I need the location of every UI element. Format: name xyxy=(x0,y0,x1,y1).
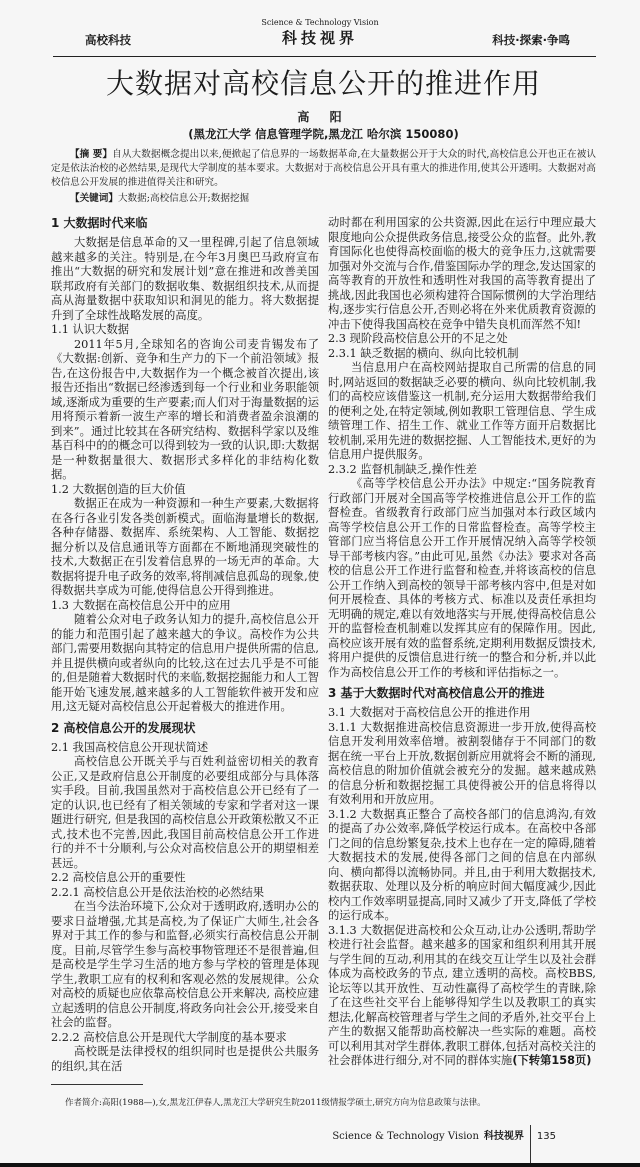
article-title: 大数据对高校信息公开的推进作用 xyxy=(105,67,541,100)
subsection-heading: 2.3 现阶段高校信息公开的不足之处 xyxy=(328,332,508,345)
paragraph: 3.1.2 大数据真正整合了高校各部门的信息鸿沟,有效的提高了办公效率,降低学校运行成本。在高校中各部门之间的信息纷繁复杂,技术上也存在一定的障碍,随着大数据技术的发展,使得各部门之间的信息在内部纵向、横向都得以流畅协同。并且,由于利用大数据技术,数据获取、处理以及分析的响应时间大幅度减少,因此校内工作效率明显提高,同时又减少了开支,降低了学校的运行成本。 xyxy=(328,807,596,922)
paragraph: 动时都在利用国家的公共资源,因此在运行中理应最大限度地向公众提供政务信息,接受公众的监督。此外,教育国际化也使得高校面临的极大的竞争压力,这就需要加强对外交流与合作,借鉴国际办学的理念,发达国家的高等教育的开放性和透明性对我国的高等教育提出了挑战,因此我国也必须构建符合国际惯例的大学治理结构,逐步实行信息公开,否则必将在外来优质教育资源的冲击下使得我国高校在竞争中错失良机而浑然不知! xyxy=(328,216,596,331)
section-heading: 3 基于大数据时代对高校信息公开的推进 xyxy=(328,686,545,700)
body-columns xyxy=(51,216,596,1074)
abstract-label: 【摘 要】 xyxy=(70,149,113,160)
header-rule xyxy=(53,56,596,57)
footer-journal xyxy=(332,1125,524,1163)
paragraph: 《高等学校信息公开办法》中规定:“国务院教育行政部门开展对全国高等学校推进信息公开工作的监督检查。省级教育行政部门应当加强对本行政区域内高等学校信息公开工作的日常监督检查。高等学校主管部门应当将信息公开工作开展情况纳入高等学校领导干部考核内容。”由此可见,虽然《办法》要求对各高校的信息公开工作进行监督和检查,并将该高校的信息公开工作纳入到高校的领导干部考核内容中,但是对如何开展检查、具体的考核方式、标准以及责任承担均无明确的规定,难以有效地落实与开展,使得高校信息公开的监督检查机制难以发挥其应有的保障作用。因此,高校应该开展有效的监督系统,定期利用数据反馈技术,将用户提供的反馈信息进行统一的整合和分析,并以此作为高校信息公开工作的考核和评估指标之一。 xyxy=(328,477,596,679)
paragraph xyxy=(328,924,596,1069)
subsection-heading: 1.2 大数据创造的巨大价值 xyxy=(51,482,186,496)
paragraph: 当信息用户在高校网站提取自己所需的信息的同时,网站返回的数据缺乏必要的横向、纵向比较机制,我们的高校应该借鉴这一机制,充分运用大数据带给我们的便利之处,在特定领域,例如教职工管理信息、学生成绩管理工作、招生工作、就业工作等方面开启数据比较机制,采用先进的数据挖掘、人工智能技术,更好的为信息用户提供服务。 xyxy=(328,361,596,461)
page-number: 135 xyxy=(536,1131,556,1142)
masthead xyxy=(0,0,640,60)
affiliation: (黑龙江大学 信息管理学院,黑龙江 哈尔滨 150080) xyxy=(188,127,459,141)
subsection-heading: 2.2 高校信息公开的重要性 xyxy=(51,871,186,884)
subsection-heading: 2.2.1 高校信息公开是依法治校的必然结果 xyxy=(51,885,265,899)
keywords-text: 大数据;高校信息公开;数据挖掘 xyxy=(117,193,250,204)
subsection-heading: 2.1 我国高校信息公开现状简述 xyxy=(51,740,209,754)
keywords xyxy=(51,192,596,206)
header-journal-en: Science & Technology Vision xyxy=(261,18,379,27)
footer xyxy=(51,1125,596,1163)
section-heading: 2 高校信息公开的发展现状 xyxy=(51,720,196,735)
left-column xyxy=(51,216,319,1074)
footer-journal-cn: 科技视界 xyxy=(483,1131,524,1142)
subsection-heading: 2.2.2 高校信息公开是现代大学制度的基本要求 xyxy=(51,1030,287,1044)
continued-link: (下转第158页) xyxy=(512,1054,592,1067)
header-left: 高校科技 xyxy=(85,33,131,47)
paragraph: 高校信息公开既关乎与百姓利益密切相关的教育公正,又是政府信息公开制度的必要组成部分与具体落实手段。目前,我国虽然对于高校信息公开已经有了一定的认识,也已经有了相关领域的专家和学者对这一课题进行研究, 但是我国的高校信息公开政策松散又不正式,技术也不完善,因此,我国目前高校信息公开工作进行的并不十分顺利,与公众对高校信息公开的期望相差甚远。 xyxy=(51,755,319,870)
subsection-heading: 3.1 大数据对于高校信息公开的推进作用 xyxy=(328,706,531,719)
paragraph: 数据正在成为一种资源和一种生产要素,大数据将在各行各业引发各类创新模式。面临海量增长的数据,各种存储器、数据库、系统架构、人工智能、数据挖掘分析以及信息通讯等方面都在不断地涌现突破性的技术,大数据正在引发着信息界的一场无声的革命。大数据将提升电子政务的效率,将削减信息孤岛的现象,使得数据共享成为可能,使得信息公开得到推进。 xyxy=(51,497,319,597)
header-right: 科技·探索·争鸣 xyxy=(492,33,570,47)
section-heading: 1 大数据时代来临 xyxy=(51,216,148,230)
scan-edge xyxy=(0,1163,640,1167)
abstract-text: 自从大数据概念提出以来,便掀起了信息界的一场数据革命,在大量数据公开于大众的时代,高校信息公开也正在被认定是依法治校的必然结果,是现代大学制度的基本要求。大数据对于高校信息公开具有重大的推进作用,使其公开透明。大数据对高校信息公开发展的推进值得关注和研究。 xyxy=(51,149,596,188)
author-bio: 作者简介:高阳(1988—),女,黑龙江伊春人,黑龙江大学研究生院2011级情报学硕士,研究方向为信息政策与法律。 xyxy=(65,1098,486,1108)
paragraph: 在当今法治环境下,公众对于透明政府,透明办公的要求日益增强,尤其是高校,为了保证广大师生,社会各界对于其工作的参与和监督,必须实行高校信息公开制度。目前,尽管学生参与高校事物管理还不是很普遍,但是高校是学生学习生活的地方参与学校的管理是体现学生,教职工应有的权利和客观必然的发展规律。公众对高校的质疑也应依靠高校信息公开来解决, 高校应建立起透明的信息公开制度,将政务向社会公开,接受来自社会的监督。 xyxy=(51,900,319,1029)
footer-journal-en: Science & Technology Vision xyxy=(332,1131,479,1142)
footnote-rule xyxy=(51,1084,143,1085)
paragraph: 3.1.1 大数据推进高校信息资源进一步开放,使得高校信息开发利用效率倍增。被割裂储存于不同部门的数据在统一平台上开放,数据创新应用就将会不断的涌现,高校信息的附加价值就会被充分的发掘。越来越成熟的信息分析和数据挖掘工具使得被公开的信息将得以有效利用和开放应用。 xyxy=(328,720,596,806)
article xyxy=(0,60,640,1163)
subsection-heading: 2.3.1 缺乏数据的横向、纵向比较机制 xyxy=(328,346,519,360)
subsection-heading: 1.3 大数据在高校信息公开中的应用 xyxy=(51,598,231,612)
paragraph: 随着公众对电子政务认知力的提升,高校信息公开的能力和范围引起了越来越大的争议。高校作为公共部门,需要用数据向其特定的信息用户提供所需的信息,并且提供横向或者纵向的比较,这在过去几乎是不可能的,但是随着大数据时代的来临,数据挖掘能力和人工智能开始飞速发展,越来越多的人工智能软件被开发和应用,这无疑对高校信息公开起着极大的推进作用。 xyxy=(51,613,319,713)
header-journal: 科技视界 xyxy=(281,29,358,47)
paragraph-text: 3.1.3 大数据促进高校和公众互动,让办公透明,帮助学校进行社会监督。越来越多的国家和组织利用其开展与学生间的互动,利用其的在线交互让学生以及社会群体成为高校政务的节点, 建立透明的高校。高校BBS,论坛等以其开放性、互动性赢得了高校学生的青睐,除了在这些社交平台上能够得知学生以及教职工的真实想法,化解高校管理者与学生之间的矛盾外,社交平台上产生的数据又能帮助高校解决一些实际的难题。高校可以利用其对学生群体,教职工群体,包括对高校关注的社会群体进行细分,对不同的群体实施 xyxy=(328,923,596,1067)
subsection-heading: 2.3.2 监督机制缺乏,操作性差 xyxy=(328,462,477,476)
paragraph: 2011年5月,全球知名的咨询公司麦肯锡发布了《大数据:创新、竞争和生产力的下一个前沿领域》报告,在这份报告中,大数据作为一个概念被首次提出,该报告还指出“数据已经渗透到每一个行业和业务职能领域,逐渐成为重要的生产要素;而人们对于海量数据的运用将预示着新一波生产率的增长和消费者盈余浪潮的到来”。通过比较其在各研究结构、数据科学家以及维基百科中的的概念可以得到较为一致的认识,即:大数据是一种数据量很大、数据形式多样化的非结构化数据。 xyxy=(51,337,319,481)
subsection-heading: 1.1 认识大数据 xyxy=(51,323,130,336)
footer-divider xyxy=(530,1125,531,1163)
author: 高 阳 xyxy=(297,110,350,124)
right-column xyxy=(328,216,596,1069)
abstract xyxy=(51,148,596,190)
paragraph: 高校既是法律授权的组织同时也是提供公共服务的组织,其在活 xyxy=(51,1045,319,1073)
keywords-label: 【关键词】 xyxy=(70,193,118,204)
paragraph: 大数据是信息革命的又一里程碑,引起了信息领域越来越多的关注。特别是,在今年3月奥巴马政府宣布推出“大数据的研究和发展计划”意在推进和改善美国联邦政府有关部门的数据收集、数据组织技术,从而提高从海量数据中获取知识和洞见的能力。将大数据提升到了全球性战略发展的高度。 xyxy=(51,236,319,322)
